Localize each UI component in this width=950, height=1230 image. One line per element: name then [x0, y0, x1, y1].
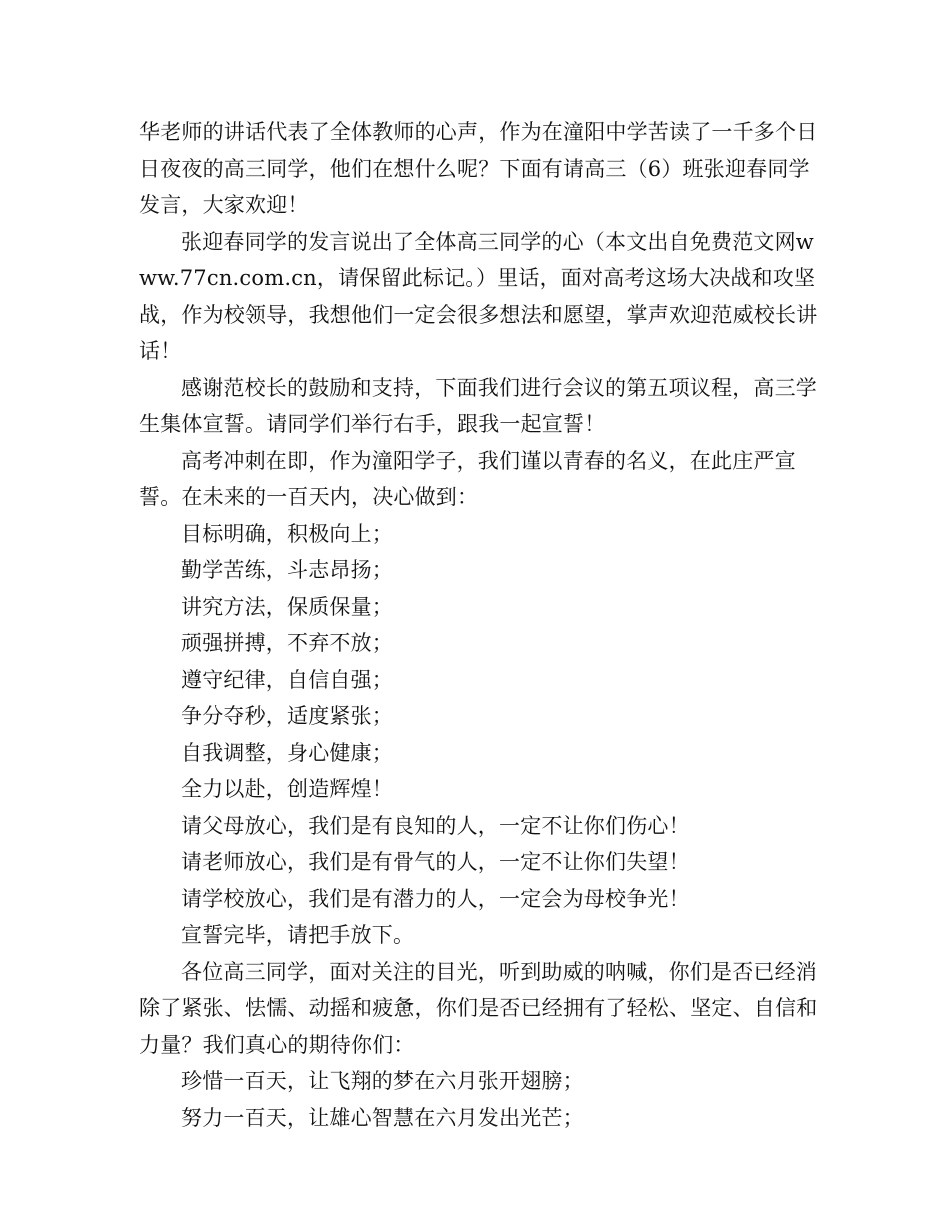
pledge-school: 请学校放心，我们是有潜力的人，一定会为母校争光！	[181, 886, 690, 911]
oath-line-7: 自我调整，身心健康；	[181, 740, 393, 765]
oath-end: 宣誓完毕，请把手放下。	[181, 923, 415, 947]
paragraph-3: 感谢范校长的鼓励和支持，下面我们进行会议的第五项议程，高三学生集体宣誓。请同学们举行右手，跟我一起宣誓！	[139, 375, 817, 436]
document-body	[139, 114, 819, 1136]
paragraph-4: 高考冲刺在即，作为潼阳学子，我们谨以青春的名义，在此庄严宣誓。在未来的一百天内，决心做到：	[139, 448, 796, 509]
oath-line-4: 顽强拼搏，不弃不放；	[181, 631, 393, 655]
pledge-teachers: 请老师放心，我们是有骨气的人，一定不让你们失望！	[181, 850, 690, 874]
oath-line-6: 争分夺秒，适度紧张；	[181, 704, 393, 728]
hope-line-2: 努力一百天，让雄心智慧在六月发出光芒；	[181, 1105, 584, 1130]
oath-line-3: 讲究方法，保质保量；	[181, 594, 393, 619]
oath-line-2: 勤学苦练，斗志昂扬；	[181, 558, 393, 582]
paragraph-1: 华老师的讲话代表了全体教师的心声，作为在潼阳中学苦读了一千多个日日夜夜的高三同学，他们在想什么呢？下面有请高三（6）班张迎春同学发言，大家欢迎！	[139, 120, 818, 217]
pledge-parents: 请父母放心，我们是有良知的人，一定不让你们伤心！	[181, 813, 690, 838]
oath-line-1: 目标明确，积极向上；	[181, 521, 393, 546]
oath-line-5: 遵守纪律，自信自强；	[181, 667, 393, 692]
paragraph-2: 张迎春同学的发言说出了全体高三同学的心（本文出自免费范文网www.77cn.com.cn，请保留此标记。）里话，面对高考这场大决战和攻坚战，作为校领导，我想他们一定会很多想法和愿望，掌声欢迎范威校长讲话！	[139, 229, 818, 363]
oath-line-8: 全力以赴，创造辉煌！	[181, 777, 393, 801]
hope-line-1: 珍惜一百天，让飞翔的梦在六月张开翅膀；	[181, 1069, 584, 1093]
paragraph-5: 各位高三同学，面对关注的目光，听到助威的呐喊，你们是否已经消除了紧张、怯懦、动摇和疲惫，你们是否已经拥有了轻松、坚定、自信和力量？我们真心的期待你们：	[139, 959, 818, 1057]
